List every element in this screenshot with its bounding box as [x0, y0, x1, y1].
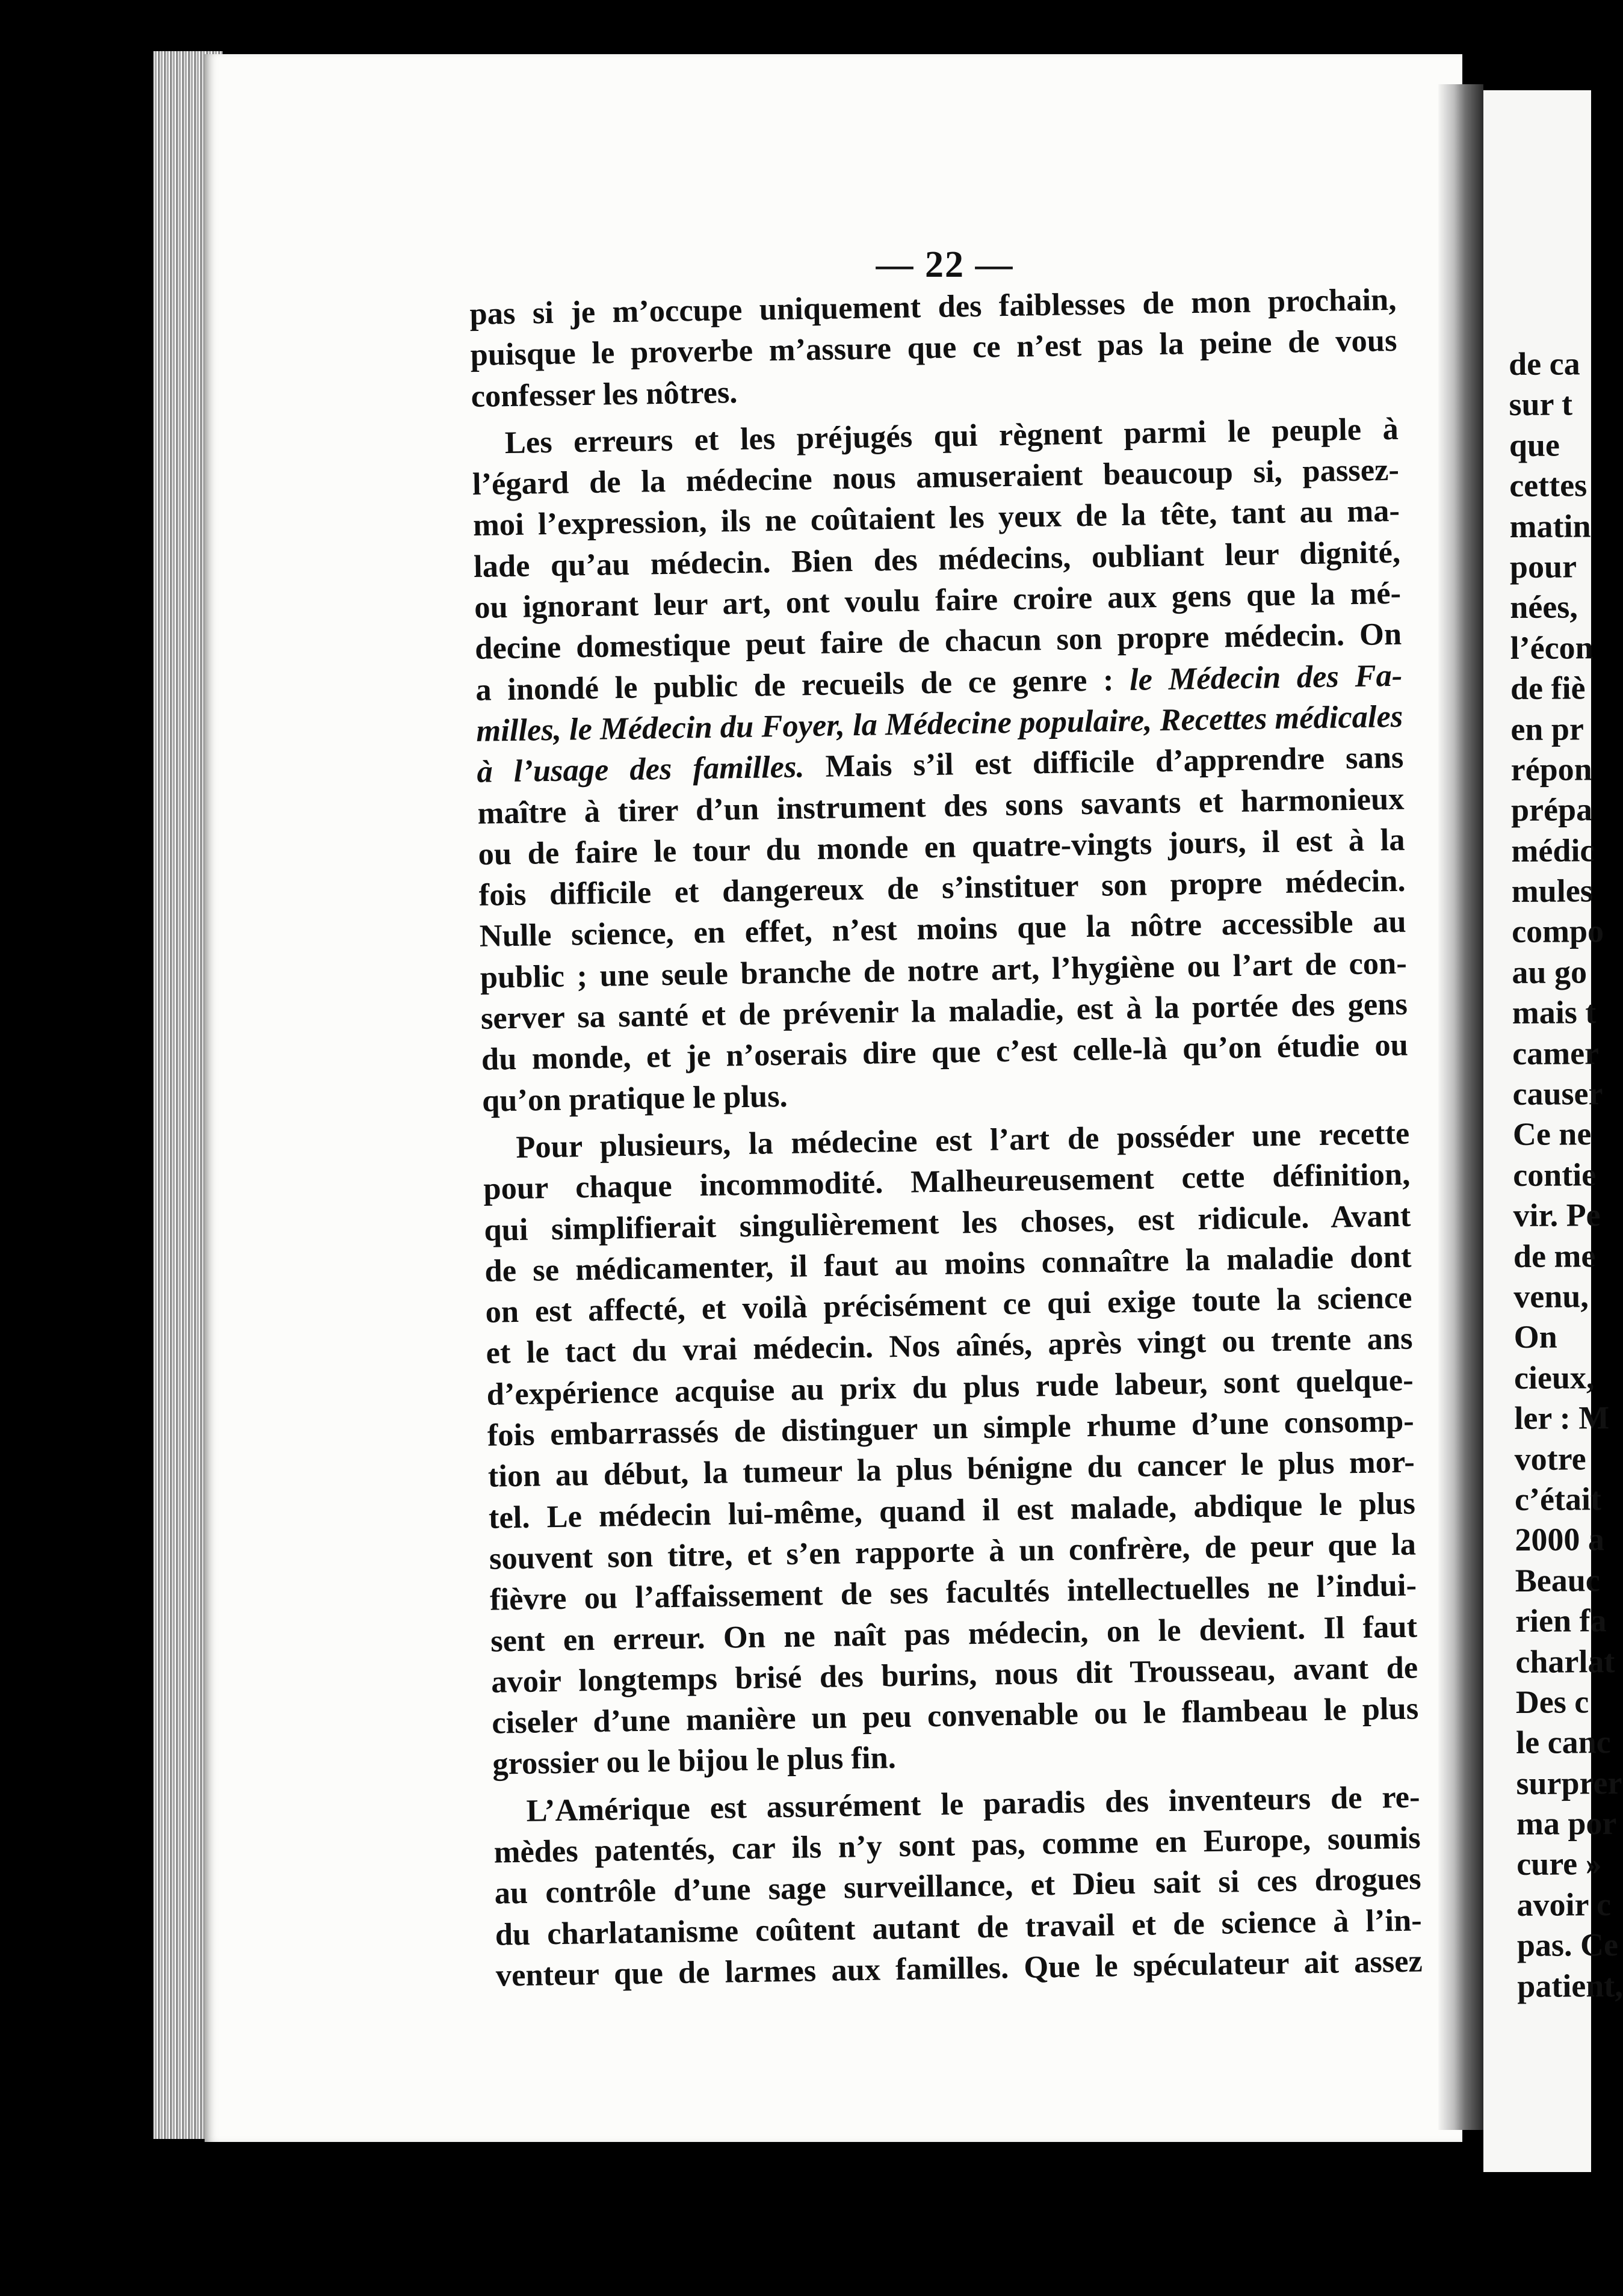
line-text: souvent son titre, et s’en rapporte à un confrère, de peur que la — [489, 1526, 1417, 1576]
line-text: sent en erreur. On ne naît pas médecin, on le devient. Il faut — [490, 1609, 1418, 1659]
right-page-line: vir. Pe — [1513, 1197, 1601, 1234]
right-page-line: en pr — [1510, 710, 1584, 747]
right-page-line: Beauc — [1515, 1561, 1600, 1599]
italic-title: milles, le Médecin du Foyer, la Médecine populaire, Recettes médicales — [475, 699, 1403, 748]
book-gutter — [1438, 84, 1483, 2130]
right-page-line: le canc — [1516, 1724, 1611, 1761]
right-page-line: surprer — [1516, 1764, 1622, 1801]
page-number: — 22 — — [876, 244, 1014, 285]
line-text: au contrôle d’une sage surveillance, et Dieu sait si ces drogues — [494, 1861, 1422, 1911]
right-page-line: l’écon — [1510, 629, 1594, 666]
right-page-line: patient, — [1517, 1967, 1623, 2004]
right-page-line: pour — [1509, 548, 1577, 585]
main-text-block — [469, 279, 1423, 1996]
right-page-line: médic — [1511, 832, 1595, 869]
right-page-line: de me — [1513, 1237, 1596, 1274]
line-text: avoir longtemps brisé des burins, nous dit Trousseau, avant de — [490, 1650, 1418, 1700]
line-text: public ; une seule branche de notre art, l’hygiène ou l’art de con- — [480, 945, 1408, 995]
line-text: l’égard de la médecine nous amuseraient beaucoup si, passez- — [472, 452, 1400, 502]
right-page-line: de ca — [1509, 345, 1580, 382]
right-page-line: charlat — [1515, 1643, 1615, 1680]
line-text: tel. Le médecin lui-même, quand il est malade, abdique le plus — [488, 1486, 1416, 1535]
line-text: fièvre ou l’affaissement de ses facultés intellectuelles ne l’indui- — [489, 1567, 1417, 1617]
right-page-line: au go — [1512, 954, 1587, 990]
line-text: d’expérience acquise au prix du plus rude labeur, sont quelque- — [486, 1362, 1414, 1412]
line-text: Mais s’il est difficile d’apprendre sans — [804, 739, 1404, 785]
line-text: ciseler d’une manière un peu convenable ou le flambeau le plus — [491, 1691, 1419, 1741]
line-text: server sa santé et de prévenir la maladie, est à la portée des gens — [480, 986, 1408, 1036]
right-page-line: c’était — [1514, 1481, 1602, 1517]
line-text: fois embarrassés de distinguer un simple rhume d’une consomp- — [487, 1403, 1415, 1453]
right-page-line: Ce ne — [1512, 1116, 1592, 1153]
line-text: a inondé le public de recueils de ce genre : — [475, 662, 1114, 708]
right-page-line: 2000 a — [1515, 1521, 1605, 1558]
right-page-line: nées, — [1510, 588, 1578, 626]
right-page-line: compo — [1511, 913, 1604, 950]
line-text: pas si je m’occupe uniquement des faiblesses de mon prochain, — [469, 282, 1397, 332]
line-text: fois difficile et dangereux de s’instituer son propre médecin. — [478, 863, 1406, 913]
right-page-line: de fiè — [1510, 670, 1586, 707]
right-page-line: cieux, — [1513, 1359, 1595, 1396]
right-page-line: sur t — [1509, 386, 1573, 423]
right-page-line: venu, — [1513, 1278, 1589, 1315]
line-text: decine domestique peut faire de chacun son propre médecin. On — [474, 617, 1402, 667]
line-text: Les erreurs et les préjugés qui règnent parmi le peuple à — [504, 411, 1399, 460]
line-text: venteur que de larmes aux familles. Que le spéculateur ait assez — [495, 1943, 1423, 1993]
line-text: maître à tirer d’un instrument des sons savants et harmonieux — [477, 781, 1405, 831]
line-text: on est affecté, et voilà précisément ce qui exige toute la science — [485, 1280, 1412, 1330]
right-page-line: répon — [1510, 751, 1592, 788]
right-page-line: ma por — [1516, 1805, 1617, 1842]
right-page-line: ler : M — [1514, 1400, 1610, 1437]
right-page-line: camer — [1512, 1034, 1600, 1072]
italic-title: à l’usage des familles. — [477, 749, 805, 790]
right-page-fragment — [1483, 90, 1623, 2172]
line-text: L’Amérique est assurément le paradis des inventeurs de re- — [526, 1779, 1420, 1828]
right-page-line: causer — [1512, 1075, 1603, 1113]
line-text: Pour plusieurs, la médecine est l’art de posséder une recette — [515, 1116, 1410, 1165]
right-page-line: matin — [1509, 507, 1591, 545]
right-page-line: cure » — [1516, 1845, 1602, 1883]
line-text: du monde, et je n’oserais dire que c’est celle-là qu’on étudie ou — [481, 1028, 1409, 1078]
right-page-line: mules — [1511, 872, 1593, 910]
right-page-line: On — [1513, 1318, 1557, 1356]
line-text: grossier ou le bijou le plus fin. — [492, 1740, 897, 1782]
line-text: pour chaque incommodité. Malheureusement cette définition, — [483, 1156, 1411, 1207]
right-page-line: contie — [1513, 1156, 1597, 1193]
line-text: qui simplifierait singulièrement les choses, est ridicule. Avant — [483, 1198, 1411, 1248]
right-page-line: prépa — [1510, 791, 1593, 829]
line-text: ou ignorant leur art, ont voulu faire croire aux gens que la mé- — [474, 575, 1402, 626]
line-text: moi l’expression, ils ne coûtaient les yeux de la tête, tant au ma- — [472, 493, 1400, 543]
line-text: puisque le proverbe m’assure que ce n’est pas la peine de vous — [470, 323, 1397, 373]
line-text: et le tact du vrai médecin. Nos aînés, après vingt ou trente ans — [486, 1321, 1413, 1371]
right-page-line: Des c — [1515, 1683, 1589, 1720]
right-page-line: votre — [1514, 1440, 1586, 1477]
line-text: du charlatanisme coûtent autant de travail et de science à l’in- — [495, 1903, 1423, 1952]
right-page-line: rien fa — [1515, 1602, 1607, 1640]
right-page-line: mais t — [1512, 994, 1597, 1031]
line-text: qu’on pratique le plus. — [481, 1078, 788, 1119]
line-text: Nulle science, en effet, n’est moins que la nôtre accessible au — [479, 904, 1407, 954]
line-text: lade qu’au médecin. Bien des médecins, oubliant leur dignité, — [473, 534, 1401, 584]
right-page-line: avoir c — [1516, 1886, 1612, 1923]
right-page-line: que — [1509, 427, 1560, 463]
right-page-line: pas. Ce — [1516, 1927, 1619, 1964]
line-text: confesser les nôtres. — [471, 374, 738, 414]
right-page-line: cettes — [1509, 467, 1587, 504]
line-text: mèdes patentés, car ils n’y sont pas, comme en Europe, soumis — [493, 1820, 1421, 1870]
line-text: tion au début, la tumeur la plus bénigne du cancer le plus mor- — [487, 1444, 1415, 1495]
italic-title: le Médecin des Fa- — [1129, 658, 1403, 697]
line-text: de se médicamenter, il faut au moins connaître la maladie dont — [484, 1239, 1412, 1289]
line-text: ou de faire le tour du monde en quatre-vingts jours, il est à la — [478, 822, 1405, 872]
right-page-text — [1509, 344, 1623, 2007]
